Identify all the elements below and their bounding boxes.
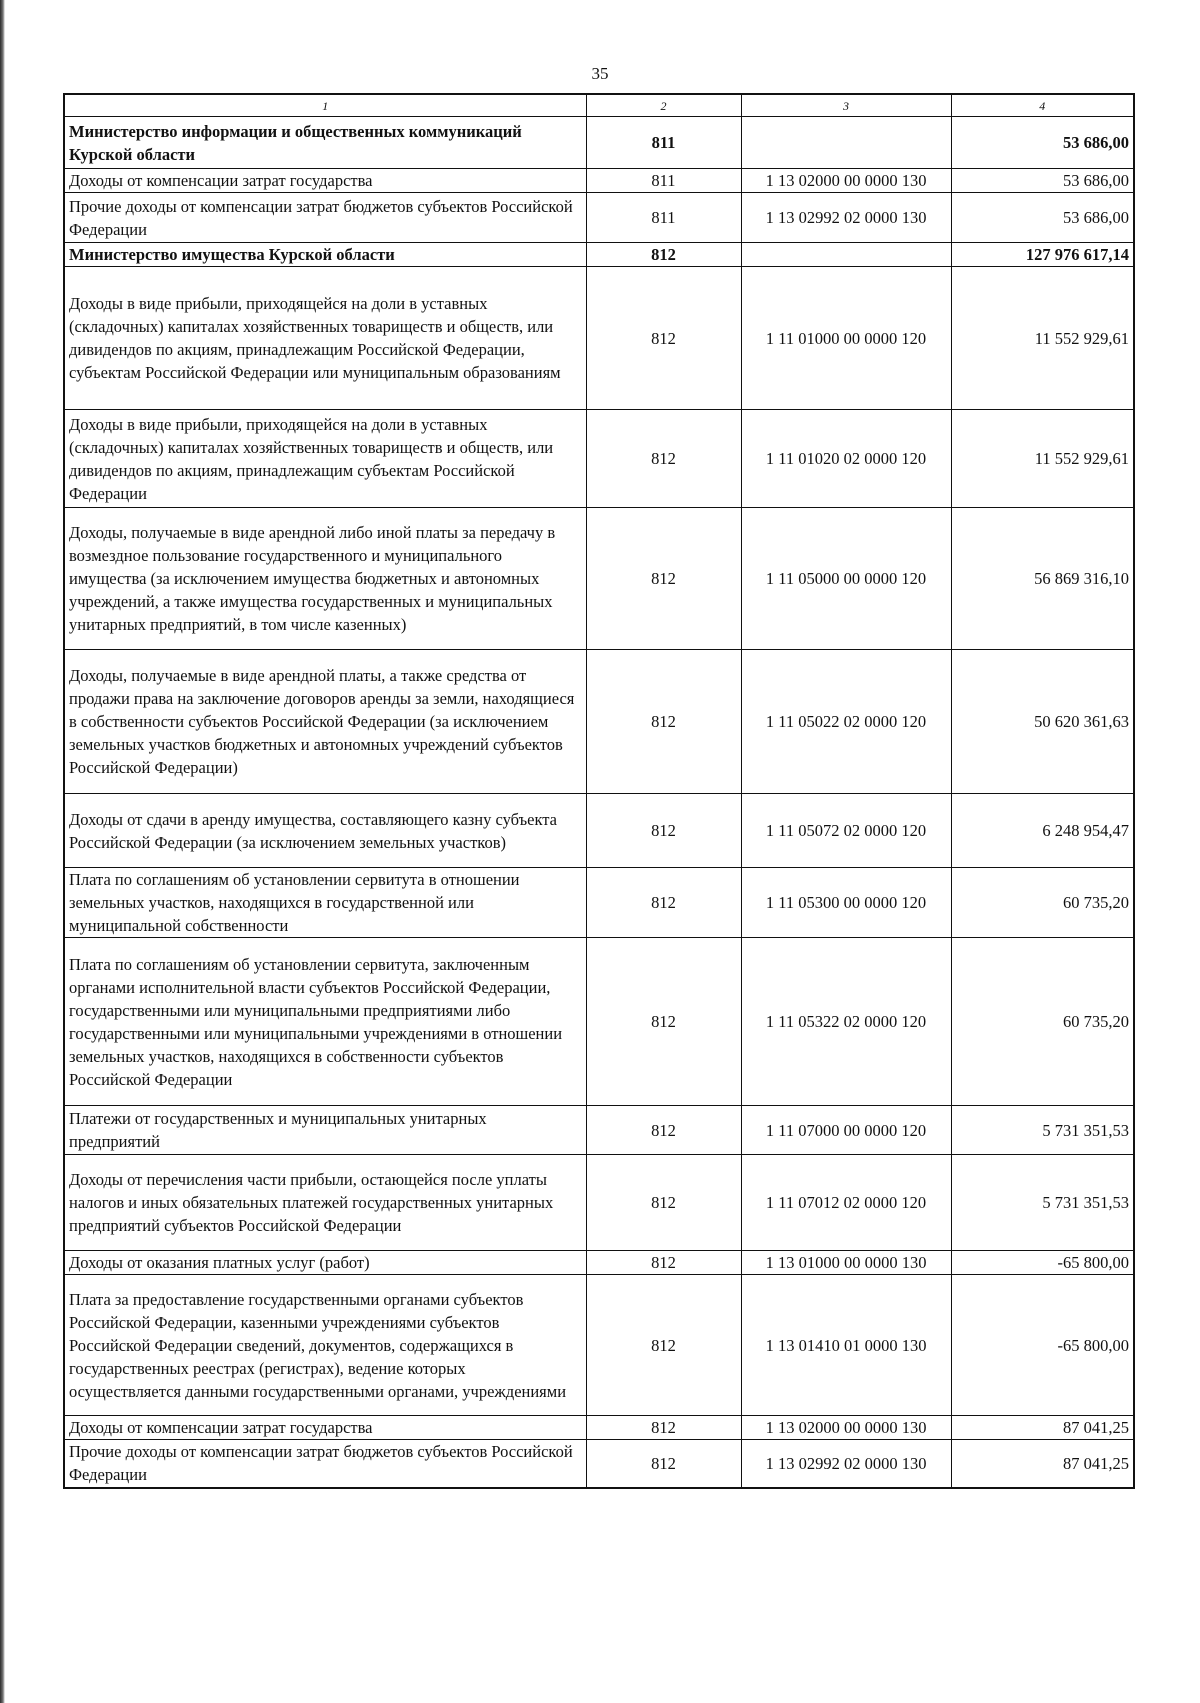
cell-amount: -65 800,00	[951, 1251, 1134, 1275]
cell-amount: 50 620 361,63	[951, 650, 1134, 794]
table-row	[64, 1416, 1134, 1440]
cell-amount: 11 552 929,61	[951, 410, 1134, 508]
cell-name: Платежи от государственных и муниципальных унитарных предприятий	[64, 1106, 586, 1155]
cell-admin: 812	[586, 650, 741, 794]
cell-code: 1 11 05300 00 0000 120	[741, 868, 951, 938]
cell-code: 1 13 01410 01 0000 130	[741, 1275, 951, 1416]
cell-name: Доходы, получаемые в виде арендной платы, а также средства от продажи права на заключение договоров аренды за земли, находящиеся в собственности субъектов Российской Федерации (за исключением земельных участков бюджетных и автономных учреждений субъектов Российской Федерации)	[64, 650, 586, 794]
cell-name: Плата за предоставление государственными органами субъектов Российской Федерации, казенными учреждениями субъектов Российской Федерации сведений, документов, содержащихся в государственных реестрах (регистрах), ведение которых осуществляется данными государственными органами, учреждениями	[64, 1275, 586, 1416]
cell-amount: 53 686,00	[951, 193, 1134, 243]
cell-admin: 811	[586, 193, 741, 243]
cell-code: 1 11 07012 02 0000 120	[741, 1155, 951, 1251]
cell-code: 1 11 05022 02 0000 120	[741, 650, 951, 794]
table-row	[64, 1106, 1134, 1155]
cell-admin: 812	[586, 243, 741, 267]
column-number-2: 2	[586, 94, 741, 117]
cell-admin: 811	[586, 169, 741, 193]
cell-admin: 812	[586, 508, 741, 650]
cell-admin: 812	[586, 1106, 741, 1155]
column-number-1: 1	[64, 94, 586, 117]
revenue-table	[63, 93, 1135, 1489]
cell-name: Прочие доходы от компенсации затрат бюджетов субъектов Российской Федерации	[64, 1440, 586, 1488]
scan-edge-shadow	[0, 0, 5, 1703]
table-row	[64, 508, 1134, 650]
cell-amount: 53 686,00	[951, 169, 1134, 193]
table-row	[64, 243, 1134, 267]
table-row	[64, 868, 1134, 938]
cell-admin: 812	[586, 868, 741, 938]
table-row	[64, 193, 1134, 243]
cell-amount: 60 735,20	[951, 938, 1134, 1106]
cell-admin: 812	[586, 267, 741, 410]
table-row	[64, 1440, 1134, 1488]
table-row	[64, 410, 1134, 508]
cell-admin: 812	[586, 1440, 741, 1488]
cell-amount: 56 869 316,10	[951, 508, 1134, 650]
table-row	[64, 938, 1134, 1106]
cell-admin: 811	[586, 117, 741, 169]
table-row	[64, 650, 1134, 794]
cell-name: Министерство информации и общественных коммуникаций Курской области	[64, 117, 586, 169]
cell-name: Министерство имущества Курской области	[64, 243, 586, 267]
cell-code: 1 11 07000 00 0000 120	[741, 1106, 951, 1155]
cell-code: 1 11 05000 00 0000 120	[741, 508, 951, 650]
cell-admin: 812	[586, 1275, 741, 1416]
cell-code: 1 13 02992 02 0000 130	[741, 1440, 951, 1488]
cell-name: Плата по соглашениям об установлении сервитута в отношении земельных участков, находящихся в государственной или муниципальной собственности	[64, 868, 586, 938]
cell-code: 1 13 02000 00 0000 130	[741, 169, 951, 193]
cell-amount: 87 041,25	[951, 1440, 1134, 1488]
cell-name: Прочие доходы от компенсации затрат бюджетов субъектов Российской Федерации	[64, 193, 586, 243]
cell-amount: 11 552 929,61	[951, 267, 1134, 410]
cell-amount: 87 041,25	[951, 1416, 1134, 1440]
cell-admin: 812	[586, 794, 741, 868]
cell-code: 1 13 01000 00 0000 130	[741, 1251, 951, 1275]
cell-name: Доходы в виде прибыли, приходящейся на доли в уставных (складочных) капиталах хозяйственных товариществ и обществ, или дивидендов по акциям, принадлежащим субъектам Российской Федерации	[64, 410, 586, 508]
cell-name: Доходы от компенсации затрат государства	[64, 169, 586, 193]
column-number-3: 3	[741, 94, 951, 117]
cell-admin: 812	[586, 1155, 741, 1251]
cell-name: Доходы от перечисления части прибыли, остающейся после уплаты налогов и иных обязательных платежей государственных унитарных предприятий субъектов Российской Федерации	[64, 1155, 586, 1251]
cell-code	[741, 243, 951, 267]
cell-amount: 53 686,00	[951, 117, 1134, 169]
table-row	[64, 169, 1134, 193]
cell-amount: 127 976 617,14	[951, 243, 1134, 267]
cell-code: 1 11 01020 02 0000 120	[741, 410, 951, 508]
cell-amount: 5 731 351,53	[951, 1155, 1134, 1251]
cell-name: Доходы от оказания платных услуг (работ)	[64, 1251, 586, 1275]
cell-code: 1 11 05322 02 0000 120	[741, 938, 951, 1106]
cell-admin: 812	[586, 1416, 741, 1440]
cell-name: Доходы, получаемые в виде арендной либо иной платы за передачу в возмездное пользование государственного и муниципального имущества (за исключением имущества бюджетных и автономных учреждений, а также имущества государственных и муниципальных унитарных предприятий, в том числе казенных)	[64, 508, 586, 650]
cell-admin: 812	[586, 1251, 741, 1275]
cell-amount: 5 731 351,53	[951, 1106, 1134, 1155]
cell-code	[741, 117, 951, 169]
cell-code: 1 11 05072 02 0000 120	[741, 794, 951, 868]
cell-name: Плата по соглашениям об установлении сервитута, заключенным органами исполнительной власти субъектов Российской Федерации, государственными или муниципальными предприятиями либо государственными или муниципальными учреждениями в отношении земельных участков, находящихся в собственности субъектов Российской Федерации	[64, 938, 586, 1106]
cell-code: 1 13 02992 02 0000 130	[741, 193, 951, 243]
cell-code: 1 11 01000 00 0000 120	[741, 267, 951, 410]
page-number: 35	[591, 64, 609, 83]
cell-code: 1 13 02000 00 0000 130	[741, 1416, 951, 1440]
cell-name: Доходы в виде прибыли, приходящейся на доли в уставных (складочных) капиталах хозяйственных товариществ и обществ, или дивидендов по акциям, принадлежащим Российской Федерации, субъектам Российской Федерации или муниципальным образованиям	[64, 267, 586, 410]
table-row	[64, 267, 1134, 410]
cell-amount: 60 735,20	[951, 868, 1134, 938]
column-number-4: 4	[951, 94, 1134, 117]
cell-admin: 812	[586, 938, 741, 1106]
cell-name: Доходы от сдачи в аренду имущества, составляющего казну субъекта Российской Федерации (за исключением земельных участков)	[64, 794, 586, 868]
cell-admin: 812	[586, 410, 741, 508]
cell-amount: -65 800,00	[951, 1275, 1134, 1416]
cell-amount: 6 248 954,47	[951, 794, 1134, 868]
cell-name: Доходы от компенсации затрат государства	[64, 1416, 586, 1440]
column-number-row	[64, 94, 1134, 117]
table-row	[64, 1155, 1134, 1251]
table-row	[64, 794, 1134, 868]
table-row	[64, 117, 1134, 169]
table-row	[64, 1251, 1134, 1275]
table-row	[64, 1275, 1134, 1416]
